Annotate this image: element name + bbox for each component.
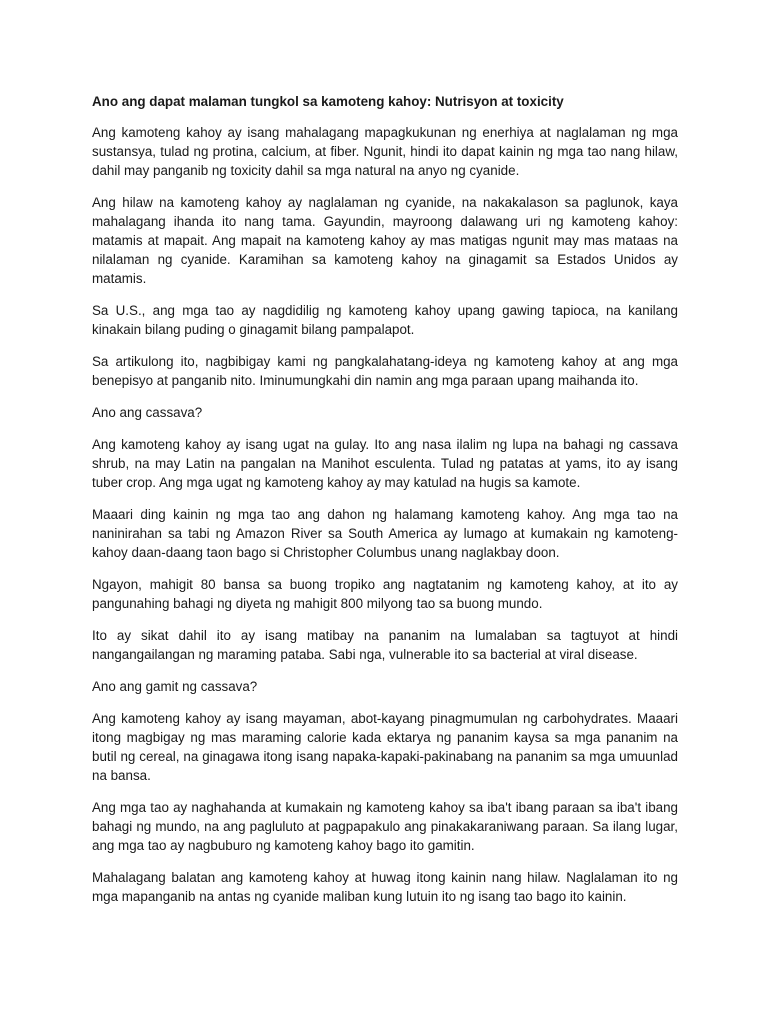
paragraph-root-vegetable: Ang kamoteng kahoy ay isang ugat na gulay. Ito ang nasa ilalim ng lupa na bahagi ng cassava shrub, na may Latin na pangalan na Manihot esculenta. Tulad ng patatas at yams, ito ay isang tuber crop. Ang mga ugat ng kamoteng kahoy ay may katulad na hugis sa kamote. [92, 437, 678, 490]
paragraph-us-tapioca: Sa U.S., ang mga tao ay nagdidilig ng kamoteng kahoy upang gawing tapioca, na kanilang kinakain bilang puding o ginagamit bilang pampalapot. [92, 303, 678, 337]
section-heading-what-is-cassava: Ano ang cassava? [92, 405, 203, 420]
paragraph-article-overview: Sa artikulong ito, nagbibigay kami ng pangkalahatang-ideya ng kamoteng kahoy at ang mga benepisyo at panganib nito. Iminumungkahi din namin ang mga paraan upang maihanda ito. [92, 354, 678, 388]
paragraph-hardy-crop: Ito ay sikat dahil ito ay isang matibay na pananim na lumalaban sa tagtuyot at hindi nangangailangan ng maraming pataba. Sabi nga, vulnerable ito sa bacterial at viral disease. [92, 628, 678, 662]
paragraph-peel-warning: Mahalagang balatan ang kamoteng kahoy at huwag itong kainin nang hilaw. Naglalaman ito ng mga mapanganib na antas ng cyanide maliban kung lutuin ito ng isang tao bago ito kainin. [92, 870, 678, 904]
paragraph-cyanide: Ang hilaw na kamoteng kahoy ay naglalaman ng cyanide, na nakakalason sa paglunok, kaya mahalagang ihanda ito nang tama. Gayundin, mayroong dalawang uri ng kamoteng kahoy: matamis at mapait. Ang mapait na kamoteng kahoy ay mas matigas ngunit may mas mataas na nilalaman ng cyanide. Karamihan sa kamoteng kahoy na ginagamit sa Estados Unidos ay matamis. [92, 195, 678, 286]
paragraph-leaves-amazon: Maaari ding kainin ng mga tao ang dahon ng halamang kamoteng kahoy. Ang mga tao na naninirahan sa tabi ng Amazon River sa South America ay lumago at kumakain ng kamoteng-kahoy daan-daang taon bago si Christopher Columbus unang naglakbay doon. [92, 507, 678, 560]
paragraph-carbohydrates: Ang kamoteng kahoy ay isang mayaman, abot-kayang pinagmumulan ng carbohydrates. Maaari itong magbigay ng mas maraming calorie kada ektarya ng pananim kaysa sa mga pananim na butil ng cereal, na ginagawa itong isang napaka-kapaki-pakinabang na pananim sa mga umuunlad na bansa. [92, 711, 678, 783]
paragraph-intro: Ang kamoteng kahoy ay isang mahalagang mapagkukunan ng enerhiya at naglalaman ng mga sustansya, tulad ng protina, calcium, at fiber. Ngunit, hindi ito dapat kainin ng mga tao nang hilaw, dahil may panganib ng toxicity dahil sa mga natural na anyo ng cyanide. [92, 125, 678, 178]
document-page [92, 92, 678, 919]
paragraph-preparation: Ang mga tao ay naghahanda at kumakain ng kamoteng kahoy sa iba't ibang paraan sa iba't ibang bahagi ng mundo, na ang pagluluto at pagpapakulo ang pinakakaraniwang paraan. Sa ilang lugar, ang mga tao ay nagbuburo ng kamoteng kahoy bago ito gamitin. [92, 800, 678, 853]
document-title: Ano ang dapat malaman tungkol sa kamoteng kahoy: Nutrisyon at toxicity [92, 94, 564, 109]
paragraph-80-countries: Ngayon, mahigit 80 bansa sa buong tropiko ang nagtatanim ng kamoteng kahoy, at ito ay pangunahing bahagi ng diyeta ng mahigit 800 milyong tao sa buong mundo. [92, 577, 678, 611]
section-heading-uses-of-cassava: Ano ang gamit ng cassava? [92, 679, 258, 694]
